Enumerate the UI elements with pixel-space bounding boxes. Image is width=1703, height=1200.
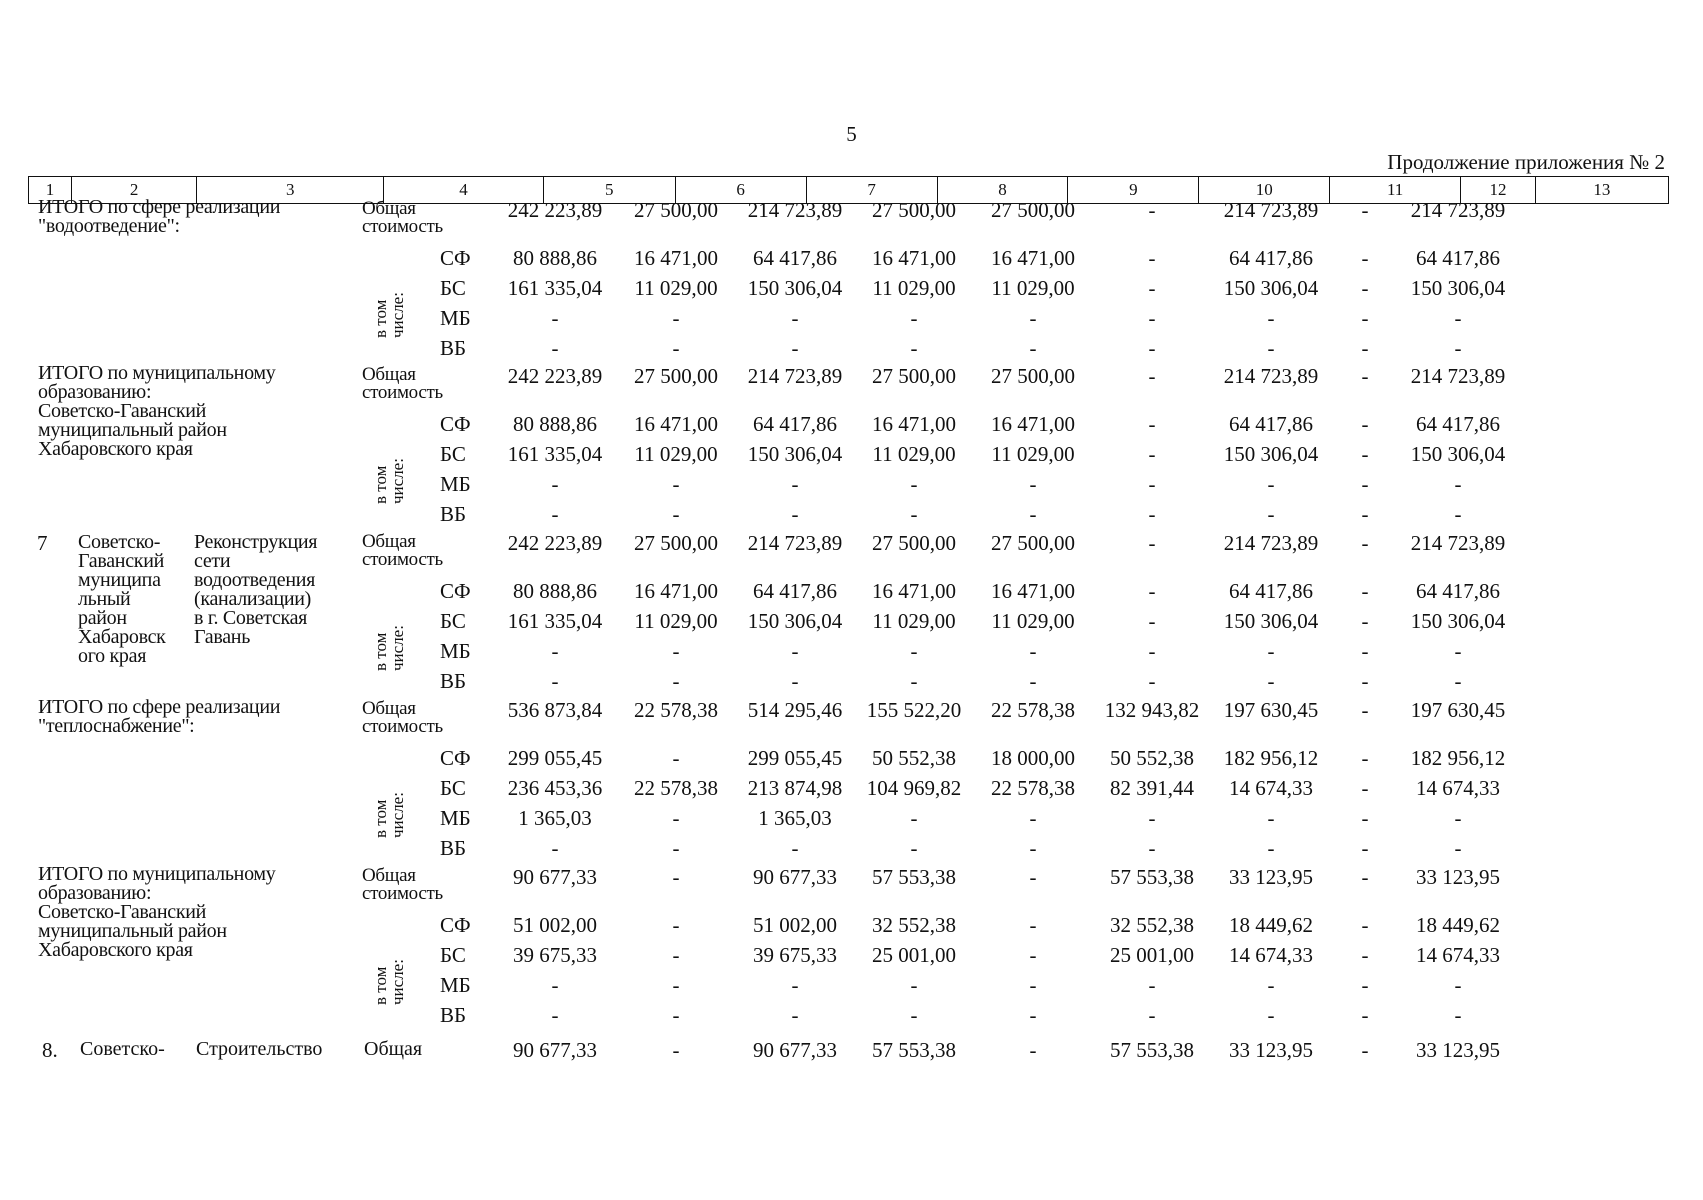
table-cell: 39 675,33 bbox=[753, 943, 837, 967]
table-cell: 64 417,86 bbox=[1229, 246, 1313, 270]
table-cell: - bbox=[1029, 669, 1037, 693]
table-cell: 1 365,03 bbox=[758, 806, 832, 830]
table-cell: - bbox=[1148, 502, 1156, 526]
table-cell: - bbox=[672, 306, 680, 330]
table-cell: 11 029,00 bbox=[991, 609, 1075, 633]
table-cell: - bbox=[1148, 198, 1156, 222]
fund-label-МБ: МБ bbox=[440, 806, 471, 830]
table-cell: - bbox=[910, 836, 918, 860]
table-cell: 16 471,00 bbox=[991, 246, 1075, 270]
table-cell: - bbox=[1361, 913, 1369, 937]
table-cell: - bbox=[1148, 472, 1156, 496]
table-cell: - bbox=[1148, 531, 1156, 555]
table-cell: 16 471,00 bbox=[634, 246, 718, 270]
table-cell: - bbox=[910, 306, 918, 330]
table-cell: 18 000,00 bbox=[991, 746, 1075, 770]
table-cell: 182 956,12 bbox=[1410, 746, 1506, 770]
table-cell: 16 471,00 bbox=[991, 412, 1075, 436]
fund-label-ВБ: ВБ bbox=[440, 1003, 467, 1027]
table-cell: 11 029,00 bbox=[991, 276, 1075, 300]
table-cell: 214 723,89 bbox=[1410, 531, 1506, 555]
fund-label-МБ: МБ bbox=[440, 472, 471, 496]
fund-label-ВБ: ВБ bbox=[440, 836, 467, 860]
table-cell: 197 630,45 bbox=[1410, 698, 1506, 722]
table-cell: - bbox=[1361, 639, 1369, 663]
table-cell: 64 417,86 bbox=[1229, 579, 1313, 603]
table-cell: 214 723,89 bbox=[1410, 364, 1506, 388]
table-cell: 27 500,00 bbox=[634, 364, 718, 388]
table-cell: - bbox=[551, 336, 559, 360]
table-cell: - bbox=[1267, 973, 1275, 997]
table-cell: 242 223,89 bbox=[507, 531, 603, 555]
table-cell: 64 417,86 bbox=[753, 412, 837, 436]
table-cell: - bbox=[1454, 1003, 1462, 1027]
table-cell: - bbox=[1148, 973, 1156, 997]
table-cell: 11 029,00 bbox=[872, 442, 956, 466]
table-cell: 90 677,33 bbox=[513, 865, 597, 889]
table-cell: - bbox=[551, 306, 559, 330]
table-cell: 150 306,04 bbox=[747, 442, 843, 466]
column-number-12: 12 bbox=[1461, 177, 1536, 204]
table-cell: - bbox=[1361, 1038, 1369, 1062]
total-cost-label: Общая стоимость bbox=[362, 865, 443, 904]
table-cell: - bbox=[1361, 776, 1369, 800]
table-cell: 214 723,89 bbox=[747, 364, 843, 388]
table-cell: - bbox=[1361, 609, 1369, 633]
table-cell: 27 500,00 bbox=[634, 531, 718, 555]
fund-label-ВБ: ВБ bbox=[440, 669, 467, 693]
table-cell: 50 552,38 bbox=[872, 746, 956, 770]
table-cell: - bbox=[1361, 943, 1369, 967]
table-cell: 80 888,86 bbox=[513, 246, 597, 270]
table-cell: 1 365,03 bbox=[518, 806, 592, 830]
table-cell: - bbox=[672, 943, 680, 967]
table-cell: 27 500,00 bbox=[872, 531, 956, 555]
table-cell: 25 001,00 bbox=[1110, 943, 1194, 967]
table-cell: - bbox=[1454, 836, 1462, 860]
column-number-11: 11 bbox=[1330, 177, 1461, 204]
table-cell: - bbox=[551, 836, 559, 860]
table-cell: 514 295,46 bbox=[747, 698, 843, 722]
section-title: ИТОГО по сфере реализации "теплоснабжение": bbox=[38, 696, 281, 737]
incl-label: в том числе: bbox=[371, 959, 407, 1005]
fund-label-СФ: СФ bbox=[440, 579, 471, 603]
table-cell: - bbox=[1361, 746, 1369, 770]
total-cost-label: Общая стоимость bbox=[362, 198, 443, 237]
table-cell: - bbox=[672, 502, 680, 526]
table-cell: 161 335,04 bbox=[507, 442, 603, 466]
table-cell: - bbox=[1361, 198, 1369, 222]
table-cell: 14 674,33 bbox=[1229, 943, 1313, 967]
table-cell: 242 223,89 bbox=[507, 198, 603, 222]
table-cell: 80 888,86 bbox=[513, 412, 597, 436]
table-cell: 57 553,38 bbox=[1110, 1038, 1194, 1062]
table-cell: 213 874,98 bbox=[747, 776, 843, 800]
column-number-10: 10 bbox=[1199, 177, 1330, 204]
table-cell: 16 471,00 bbox=[634, 412, 718, 436]
table-cell: 90 677,33 bbox=[753, 865, 837, 889]
table-cell: - bbox=[1029, 502, 1037, 526]
table-cell: 150 306,04 bbox=[1410, 609, 1506, 633]
table-cell: 104 969,82 bbox=[866, 776, 962, 800]
table-cell: 150 306,04 bbox=[1410, 276, 1506, 300]
table-cell: - bbox=[672, 806, 680, 830]
fund-label-БС: БС bbox=[440, 943, 466, 967]
table-cell: 57 553,38 bbox=[872, 865, 956, 889]
appendix-note: Продолжение приложения № 2 bbox=[1387, 150, 1665, 174]
table-cell: - bbox=[1148, 276, 1156, 300]
fund-label-СФ: СФ bbox=[440, 412, 471, 436]
page-number: 5 bbox=[846, 122, 857, 146]
fund-label-СФ: СФ bbox=[440, 246, 471, 270]
table-cell: - bbox=[791, 472, 799, 496]
item-number: 7 bbox=[37, 531, 48, 555]
table-cell: 22 578,38 bbox=[991, 698, 1075, 722]
table-cell: - bbox=[672, 1003, 680, 1027]
table-cell: - bbox=[1029, 336, 1037, 360]
total-cost-label: Общая стоимость bbox=[362, 531, 443, 570]
incl-label: в том числе: bbox=[371, 792, 407, 838]
fund-label-БС: БС bbox=[440, 609, 466, 633]
fund-label-БС: БС bbox=[440, 276, 466, 300]
table-cell: 161 335,04 bbox=[507, 609, 603, 633]
table-cell: 299 055,45 bbox=[747, 746, 843, 770]
table-cell: 80 888,86 bbox=[513, 579, 597, 603]
table-cell: - bbox=[672, 1038, 680, 1062]
table-cell: - bbox=[910, 1003, 918, 1027]
column-number-8: 8 bbox=[937, 177, 1068, 204]
table-cell: 214 723,89 bbox=[1223, 531, 1319, 555]
section-block bbox=[28, 362, 1669, 526]
table-cell: - bbox=[672, 865, 680, 889]
total-cost-label: Общая стоимость bbox=[362, 364, 443, 403]
table-cell: - bbox=[1029, 806, 1037, 830]
table-cell: - bbox=[1267, 836, 1275, 860]
table-cell: 18 449,62 bbox=[1416, 913, 1500, 937]
column-number-7: 7 bbox=[806, 177, 937, 204]
column-number-13: 13 bbox=[1535, 177, 1668, 204]
table-cell: - bbox=[672, 913, 680, 937]
section-block bbox=[28, 863, 1669, 1027]
table-cell: 90 677,33 bbox=[513, 1038, 597, 1062]
table-cell: 27 500,00 bbox=[991, 364, 1075, 388]
fund-label-МБ: МБ bbox=[440, 306, 471, 330]
table-cell: 11 029,00 bbox=[634, 276, 718, 300]
table-cell: - bbox=[1267, 639, 1275, 663]
table-cell: - bbox=[1361, 806, 1369, 830]
table-cell: 14 674,33 bbox=[1229, 776, 1313, 800]
table-cell: 150 306,04 bbox=[747, 276, 843, 300]
section-title: ИТОГО по муниципальному образованию: Советско-Гаванский муниципальный район Хабаровского края bbox=[38, 863, 276, 961]
table-cell: 33 123,95 bbox=[1416, 1038, 1500, 1062]
section-block bbox=[28, 529, 1669, 693]
table-cell: - bbox=[672, 336, 680, 360]
fund-label-ВБ: ВБ bbox=[440, 336, 467, 360]
table-cell: 64 417,86 bbox=[1229, 412, 1313, 436]
table-cell: 27 500,00 bbox=[991, 531, 1075, 555]
table-cell: 16 471,00 bbox=[872, 579, 956, 603]
table-cell: - bbox=[1454, 306, 1462, 330]
incl-label: в том числе: bbox=[371, 292, 407, 338]
table-cell: - bbox=[551, 669, 559, 693]
table-cell: - bbox=[551, 639, 559, 663]
table-cell: - bbox=[1361, 442, 1369, 466]
table-cell: 16 471,00 bbox=[634, 579, 718, 603]
table-cell: - bbox=[1361, 865, 1369, 889]
table-row bbox=[28, 1036, 1669, 1066]
table-cell: - bbox=[1361, 698, 1369, 722]
table-cell: 32 552,38 bbox=[872, 913, 956, 937]
table-cell: 214 723,89 bbox=[747, 531, 843, 555]
table-cell: 25 001,00 bbox=[872, 943, 956, 967]
table-cell: - bbox=[1361, 276, 1369, 300]
table-cell: 214 723,89 bbox=[1223, 198, 1319, 222]
table-cell: - bbox=[1148, 364, 1156, 388]
table-cell: 27 500,00 bbox=[872, 198, 956, 222]
fund-label-ВБ: ВБ bbox=[440, 502, 467, 526]
table-cell: - bbox=[672, 639, 680, 663]
fund-label-МБ: МБ bbox=[440, 639, 471, 663]
table-cell: - bbox=[672, 669, 680, 693]
incl-label: в том числе: bbox=[371, 625, 407, 671]
table-cell: - bbox=[1361, 502, 1369, 526]
table-cell: - bbox=[1454, 639, 1462, 663]
section-block bbox=[28, 196, 1669, 360]
table-cell: 33 123,95 bbox=[1416, 865, 1500, 889]
table-cell: 155 522,20 bbox=[866, 698, 962, 722]
table-cell: 11 029,00 bbox=[634, 609, 718, 633]
table-cell: - bbox=[1361, 364, 1369, 388]
table-cell: 16 471,00 bbox=[991, 579, 1075, 603]
table-cell: 57 553,38 bbox=[1110, 865, 1194, 889]
table-cell: - bbox=[1148, 442, 1156, 466]
table-cell: 214 723,89 bbox=[1223, 364, 1319, 388]
table-cell: - bbox=[551, 472, 559, 496]
table-cell: 16 471,00 bbox=[872, 246, 956, 270]
table-cell: - bbox=[1029, 943, 1037, 967]
table-cell: - bbox=[1148, 836, 1156, 860]
table-cell: - bbox=[1029, 1003, 1037, 1027]
table-cell: 22 578,38 bbox=[634, 776, 718, 800]
table-cell: 27 500,00 bbox=[872, 364, 956, 388]
table-cell: - bbox=[910, 806, 918, 830]
fund-label-БС: БС bbox=[440, 442, 466, 466]
table-cell: 64 417,86 bbox=[1416, 412, 1500, 436]
item-municipality: Советско- bbox=[80, 1038, 165, 1060]
table-cell: - bbox=[1267, 669, 1275, 693]
table-cell: - bbox=[1148, 579, 1156, 603]
table-cell: 64 417,86 bbox=[1416, 579, 1500, 603]
table-cell: 64 417,86 bbox=[753, 579, 837, 603]
table-cell: 236 453,36 bbox=[507, 776, 603, 800]
table-cell: - bbox=[910, 639, 918, 663]
table-cell: 33 123,95 bbox=[1229, 865, 1313, 889]
table-cell: 150 306,04 bbox=[1410, 442, 1506, 466]
table-cell: - bbox=[1029, 836, 1037, 860]
fund-label-МБ: МБ bbox=[440, 973, 471, 997]
table-cell: - bbox=[672, 973, 680, 997]
table-cell: - bbox=[910, 472, 918, 496]
table-cell: - bbox=[1454, 336, 1462, 360]
table-cell: 14 674,33 bbox=[1416, 776, 1500, 800]
table-cell: - bbox=[1029, 1038, 1037, 1062]
table-cell: - bbox=[910, 973, 918, 997]
table-cell: - bbox=[1029, 913, 1037, 937]
column-number-3: 3 bbox=[197, 177, 384, 204]
table-cell: 27 500,00 bbox=[991, 198, 1075, 222]
table-cell: - bbox=[672, 746, 680, 770]
table-cell: 57 553,38 bbox=[872, 1038, 956, 1062]
table-cell: - bbox=[1267, 806, 1275, 830]
table-cell: - bbox=[1148, 246, 1156, 270]
section-title: ИТОГО по сфере реализации "водоотведение": bbox=[38, 196, 281, 237]
section-block bbox=[28, 696, 1669, 860]
table-cell: - bbox=[1454, 973, 1462, 997]
table-cell: - bbox=[791, 1003, 799, 1027]
table-cell: 50 552,38 bbox=[1110, 746, 1194, 770]
table-cell: - bbox=[1148, 609, 1156, 633]
table-cell: - bbox=[1148, 669, 1156, 693]
fund-label-СФ: СФ bbox=[440, 746, 471, 770]
table-cell: 299 055,45 bbox=[507, 746, 603, 770]
table-cell: - bbox=[791, 336, 799, 360]
item-project: Строительство bbox=[196, 1038, 323, 1060]
table-cell: 90 677,33 bbox=[753, 1038, 837, 1062]
fund-label-СФ: СФ bbox=[440, 913, 471, 937]
table-cell: - bbox=[1148, 806, 1156, 830]
table-cell: - bbox=[791, 836, 799, 860]
table-cell: 33 123,95 bbox=[1229, 1038, 1313, 1062]
table-cell: 11 029,00 bbox=[872, 609, 956, 633]
table-cell: - bbox=[1361, 412, 1369, 436]
table-cell: - bbox=[1267, 306, 1275, 330]
table-cell: - bbox=[910, 336, 918, 360]
table-cell: 150 306,04 bbox=[1223, 609, 1319, 633]
table-cell: - bbox=[791, 639, 799, 663]
table-cell: 150 306,04 bbox=[747, 609, 843, 633]
table-cell: - bbox=[1361, 973, 1369, 997]
table-cell: - bbox=[1454, 472, 1462, 496]
table-cell: - bbox=[1361, 531, 1369, 555]
column-number-2: 2 bbox=[71, 177, 196, 204]
table-cell: - bbox=[1361, 472, 1369, 496]
table-cell: - bbox=[551, 973, 559, 997]
table-cell: 214 723,89 bbox=[1410, 198, 1506, 222]
table-cell: - bbox=[672, 836, 680, 860]
table-cell: 16 471,00 bbox=[872, 412, 956, 436]
table-cell: 132 943,82 bbox=[1104, 698, 1200, 722]
table-cell: 14 674,33 bbox=[1416, 943, 1500, 967]
fund-label-БС: БС bbox=[440, 776, 466, 800]
table-cell: - bbox=[1148, 639, 1156, 663]
table-cell: - bbox=[1029, 973, 1037, 997]
table-cell: - bbox=[1148, 306, 1156, 330]
table-cell: 11 029,00 bbox=[991, 442, 1075, 466]
table-cell: 18 449,62 bbox=[1229, 913, 1313, 937]
item-project: Реконструкция сети водоотведения (канализации) в г. Советская Гавань bbox=[194, 531, 318, 648]
table-cell: - bbox=[1148, 412, 1156, 436]
table-cell: - bbox=[672, 472, 680, 496]
table-cell: - bbox=[791, 306, 799, 330]
table-cell: 64 417,86 bbox=[1416, 246, 1500, 270]
section-title: ИТОГО по муниципальному образованию: Советско-Гаванский муниципальный район Хабаровского края bbox=[38, 362, 276, 460]
table-cell: - bbox=[1267, 1003, 1275, 1027]
table-cell: - bbox=[1148, 1003, 1156, 1027]
item-municipality: Советско- Гаванский муниципа льный район Хабаровск ого края bbox=[78, 531, 166, 667]
table-cell: - bbox=[1267, 502, 1275, 526]
column-number-4: 4 bbox=[384, 177, 543, 204]
table-cell: 197 630,45 bbox=[1223, 698, 1319, 722]
table-cell: 51 002,00 bbox=[513, 913, 597, 937]
table-cell: 214 723,89 bbox=[747, 198, 843, 222]
table-cell: - bbox=[1361, 246, 1369, 270]
column-number-9: 9 bbox=[1068, 177, 1199, 204]
table-cell: 182 956,12 bbox=[1223, 746, 1319, 770]
table-cell: - bbox=[1029, 639, 1037, 663]
table-cell: 22 578,38 bbox=[634, 698, 718, 722]
table-cell: - bbox=[1029, 306, 1037, 330]
table-cell: 150 306,04 bbox=[1223, 276, 1319, 300]
table-cell: 150 306,04 bbox=[1223, 442, 1319, 466]
table-cell: - bbox=[1267, 472, 1275, 496]
table-cell: 242 223,89 bbox=[507, 364, 603, 388]
table-cell: - bbox=[1361, 306, 1369, 330]
table-cell: 64 417,86 bbox=[753, 246, 837, 270]
table-cell: - bbox=[1361, 579, 1369, 603]
item-number: 8. bbox=[42, 1038, 58, 1062]
table-cell: - bbox=[1361, 836, 1369, 860]
incl-label: в том числе: bbox=[371, 458, 407, 504]
table-cell: - bbox=[791, 973, 799, 997]
table-cell: - bbox=[791, 502, 799, 526]
table-cell: - bbox=[1148, 336, 1156, 360]
table-cell: 11 029,00 bbox=[872, 276, 956, 300]
table-cell: - bbox=[1361, 1003, 1369, 1027]
table-cell: - bbox=[1361, 669, 1369, 693]
table-cell: 32 552,38 bbox=[1110, 913, 1194, 937]
table-cell: - bbox=[791, 669, 799, 693]
table-cell: - bbox=[551, 502, 559, 526]
table-cell: - bbox=[1454, 806, 1462, 830]
table-cell: - bbox=[1454, 669, 1462, 693]
column-number-6: 6 bbox=[675, 177, 806, 204]
table-cell: - bbox=[1361, 336, 1369, 360]
table-cell: - bbox=[1267, 336, 1275, 360]
table-cell: 536 873,84 bbox=[507, 698, 603, 722]
column-number-5: 5 bbox=[543, 177, 675, 204]
table-cell: - bbox=[910, 502, 918, 526]
column-number-1: 1 bbox=[29, 177, 72, 204]
table-cell: 161 335,04 bbox=[507, 276, 603, 300]
table-cell: - bbox=[910, 669, 918, 693]
table-cell: - bbox=[551, 1003, 559, 1027]
table-cell: - bbox=[1029, 865, 1037, 889]
table-cell: 27 500,00 bbox=[634, 198, 718, 222]
table-cell: - bbox=[1454, 502, 1462, 526]
table-cell: 22 578,38 bbox=[991, 776, 1075, 800]
table-cell: 82 391,44 bbox=[1110, 776, 1194, 800]
table-cell: 11 029,00 bbox=[634, 442, 718, 466]
total-cost-label: Общая bbox=[364, 1038, 423, 1060]
table-cell: - bbox=[1029, 472, 1037, 496]
table-cell: 39 675,33 bbox=[513, 943, 597, 967]
total-cost-label: Общая стоимость bbox=[362, 698, 443, 737]
table-cell: 51 002,00 bbox=[753, 913, 837, 937]
